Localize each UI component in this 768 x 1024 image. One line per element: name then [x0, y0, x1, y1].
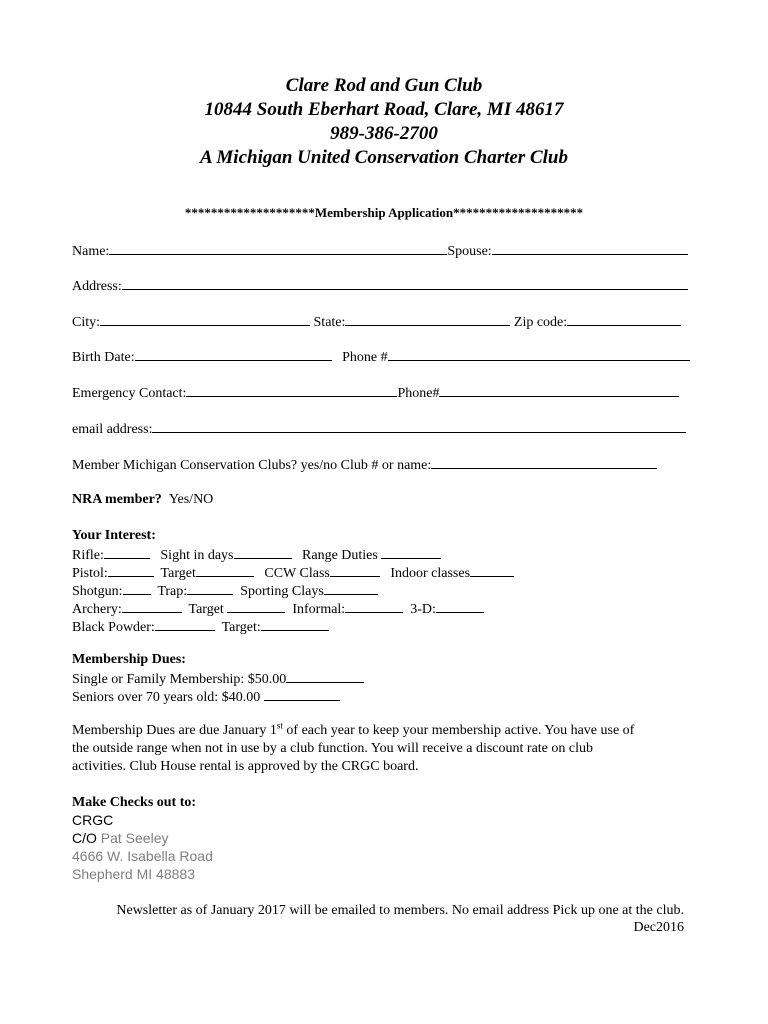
shotgun-input[interactable]: [123, 582, 151, 595]
archery-label: Archery:: [72, 602, 122, 617]
shotgun-label: Shotgun:: [72, 584, 123, 599]
checks-street: 4666 W. Isabella Road: [72, 848, 213, 864]
sight-in-input[interactable]: [234, 546, 292, 559]
informal-label: Informal:: [292, 602, 346, 617]
co-label: C/O: [72, 830, 97, 846]
sporting-clays-label: Sporting Clays: [240, 584, 324, 599]
checks-city: Shepherd MI 48883: [72, 866, 195, 882]
interest-shotgun-row: [72, 582, 378, 600]
black-powder-target-label: Target:: [221, 620, 261, 635]
black-powder-label: Black Powder:: [72, 620, 155, 635]
state-input[interactable]: [345, 313, 510, 326]
trap-label: Trap:: [157, 584, 188, 599]
form-title: ********************Membership Application********************: [184, 205, 584, 220]
club-address: 10844 South Eberhart Road, Clare, MI 48617: [204, 99, 564, 120]
emergency-phone-label: Phone#: [397, 386, 440, 401]
club-phone: 989-386-2700: [330, 123, 438, 144]
interest-archery-row: [72, 600, 484, 618]
name-label: Name:: [72, 244, 110, 259]
dues-paragraph-line3: activities. Club House rental is approved by the CRGC board.: [72, 759, 419, 774]
address-label: Address:: [72, 279, 122, 294]
indoor-input[interactable]: [470, 564, 514, 577]
trap-input[interactable]: [187, 582, 233, 595]
dues-seniors-label: Seniors over 70 years old: $40.00: [72, 690, 261, 705]
newsletter-note: Newsletter as of January 2017 will be emailed to members. No email address Pick up one at the club.: [116, 903, 684, 918]
dues-seniors-input[interactable]: [264, 688, 340, 701]
rifle-input[interactable]: [104, 546, 150, 559]
dues-single-label: Single or Family Membership: $50.00: [72, 672, 287, 687]
birth-date-label: Birth Date:: [72, 350, 135, 365]
dues-single-input[interactable]: [286, 670, 364, 683]
black-powder-target-input[interactable]: [261, 618, 329, 631]
range-duties-input[interactable]: [381, 546, 441, 559]
indoor-label: Indoor classes: [390, 566, 471, 581]
birth-row: [72, 348, 690, 366]
charter-line: A Michigan United Conservation Charter Club: [200, 147, 568, 168]
interest-black-powder-row: [72, 618, 329, 636]
interest-pistol-row: [72, 564, 514, 582]
ccw-input[interactable]: [330, 564, 380, 577]
3d-label: 3-D:: [410, 602, 436, 617]
checks-heading: Make Checks out to:: [72, 795, 197, 810]
dues-seniors-row: [72, 688, 340, 706]
zip-input[interactable]: [567, 313, 681, 326]
checks-co-row: [72, 830, 169, 846]
emergency-contact-label: Emergency Contact:: [72, 386, 187, 401]
email-row: [72, 420, 686, 438]
informal-input[interactable]: [345, 600, 403, 613]
mucc-label: Member Michigan Conservation Clubs? yes/no Club # or name:: [72, 458, 432, 473]
sporting-clays-input[interactable]: [324, 582, 378, 595]
mucc-row: [72, 456, 657, 474]
ccw-label: CCW Class: [264, 566, 330, 581]
pistol-input[interactable]: [108, 564, 154, 577]
sight-in-label: Sight in days: [160, 548, 234, 563]
checks-payee: CRGC: [72, 812, 114, 828]
rifle-label: Rifle:: [72, 548, 104, 563]
dues-paragraph-text-a: Membership Dues are due January 1: [72, 723, 277, 738]
3d-input[interactable]: [436, 600, 484, 613]
spouse-input[interactable]: [492, 242, 688, 255]
state-label: State:: [313, 315, 346, 330]
club-name: Clare Rod and Gun Club: [285, 75, 483, 96]
zip-label: Zip code:: [513, 315, 568, 330]
name-input[interactable]: [109, 242, 447, 255]
dues-paragraph-line1: [72, 720, 635, 739]
interest-heading: Your Interest:: [72, 528, 156, 543]
city-label: City:: [72, 315, 101, 330]
nra-options[interactable]: Yes/NO: [168, 492, 214, 507]
emergency-contact-input[interactable]: [186, 384, 397, 397]
nra-row: [72, 492, 213, 508]
city-row: [72, 313, 681, 331]
dues-paragraph-line2: the outside range when not in use by a club function. You will receive a discount rate on club: [72, 741, 593, 756]
dues-heading: Membership Dues:: [72, 652, 186, 667]
co-name: Pat Seeley: [100, 830, 169, 846]
nra-label: NRA member?: [72, 492, 162, 507]
phone-label: Phone #: [342, 350, 388, 365]
archery-target-input[interactable]: [227, 600, 285, 613]
birth-date-input[interactable]: [135, 348, 332, 361]
dues-paragraph-text-b: of each year to keep your membership active. You have use of: [282, 723, 635, 738]
interest-rifle-row: [72, 546, 441, 564]
spouse-label: Spouse:: [447, 244, 492, 259]
dues-single-row: [72, 670, 364, 688]
pistol-target-label: Target: [160, 566, 196, 581]
emergency-row: [72, 384, 679, 402]
ordinal-suffix: st: [276, 720, 283, 731]
address-input[interactable]: [122, 277, 688, 290]
email-label: email address:: [72, 422, 153, 437]
archery-target-label: Target: [188, 602, 224, 617]
email-input[interactable]: [152, 420, 686, 433]
black-powder-input[interactable]: [155, 618, 215, 631]
archery-input[interactable]: [122, 600, 182, 613]
mucc-input[interactable]: [431, 456, 657, 469]
pistol-label: Pistol:: [72, 566, 108, 581]
pistol-target-input[interactable]: [196, 564, 254, 577]
emergency-phone-input[interactable]: [439, 384, 679, 397]
range-duties-label: Range Duties: [302, 548, 378, 563]
phone-input[interactable]: [388, 348, 690, 361]
address-row: [72, 277, 688, 295]
city-input[interactable]: [100, 313, 310, 326]
revision-date: Dec2016: [633, 920, 684, 935]
name-row: [72, 242, 688, 260]
